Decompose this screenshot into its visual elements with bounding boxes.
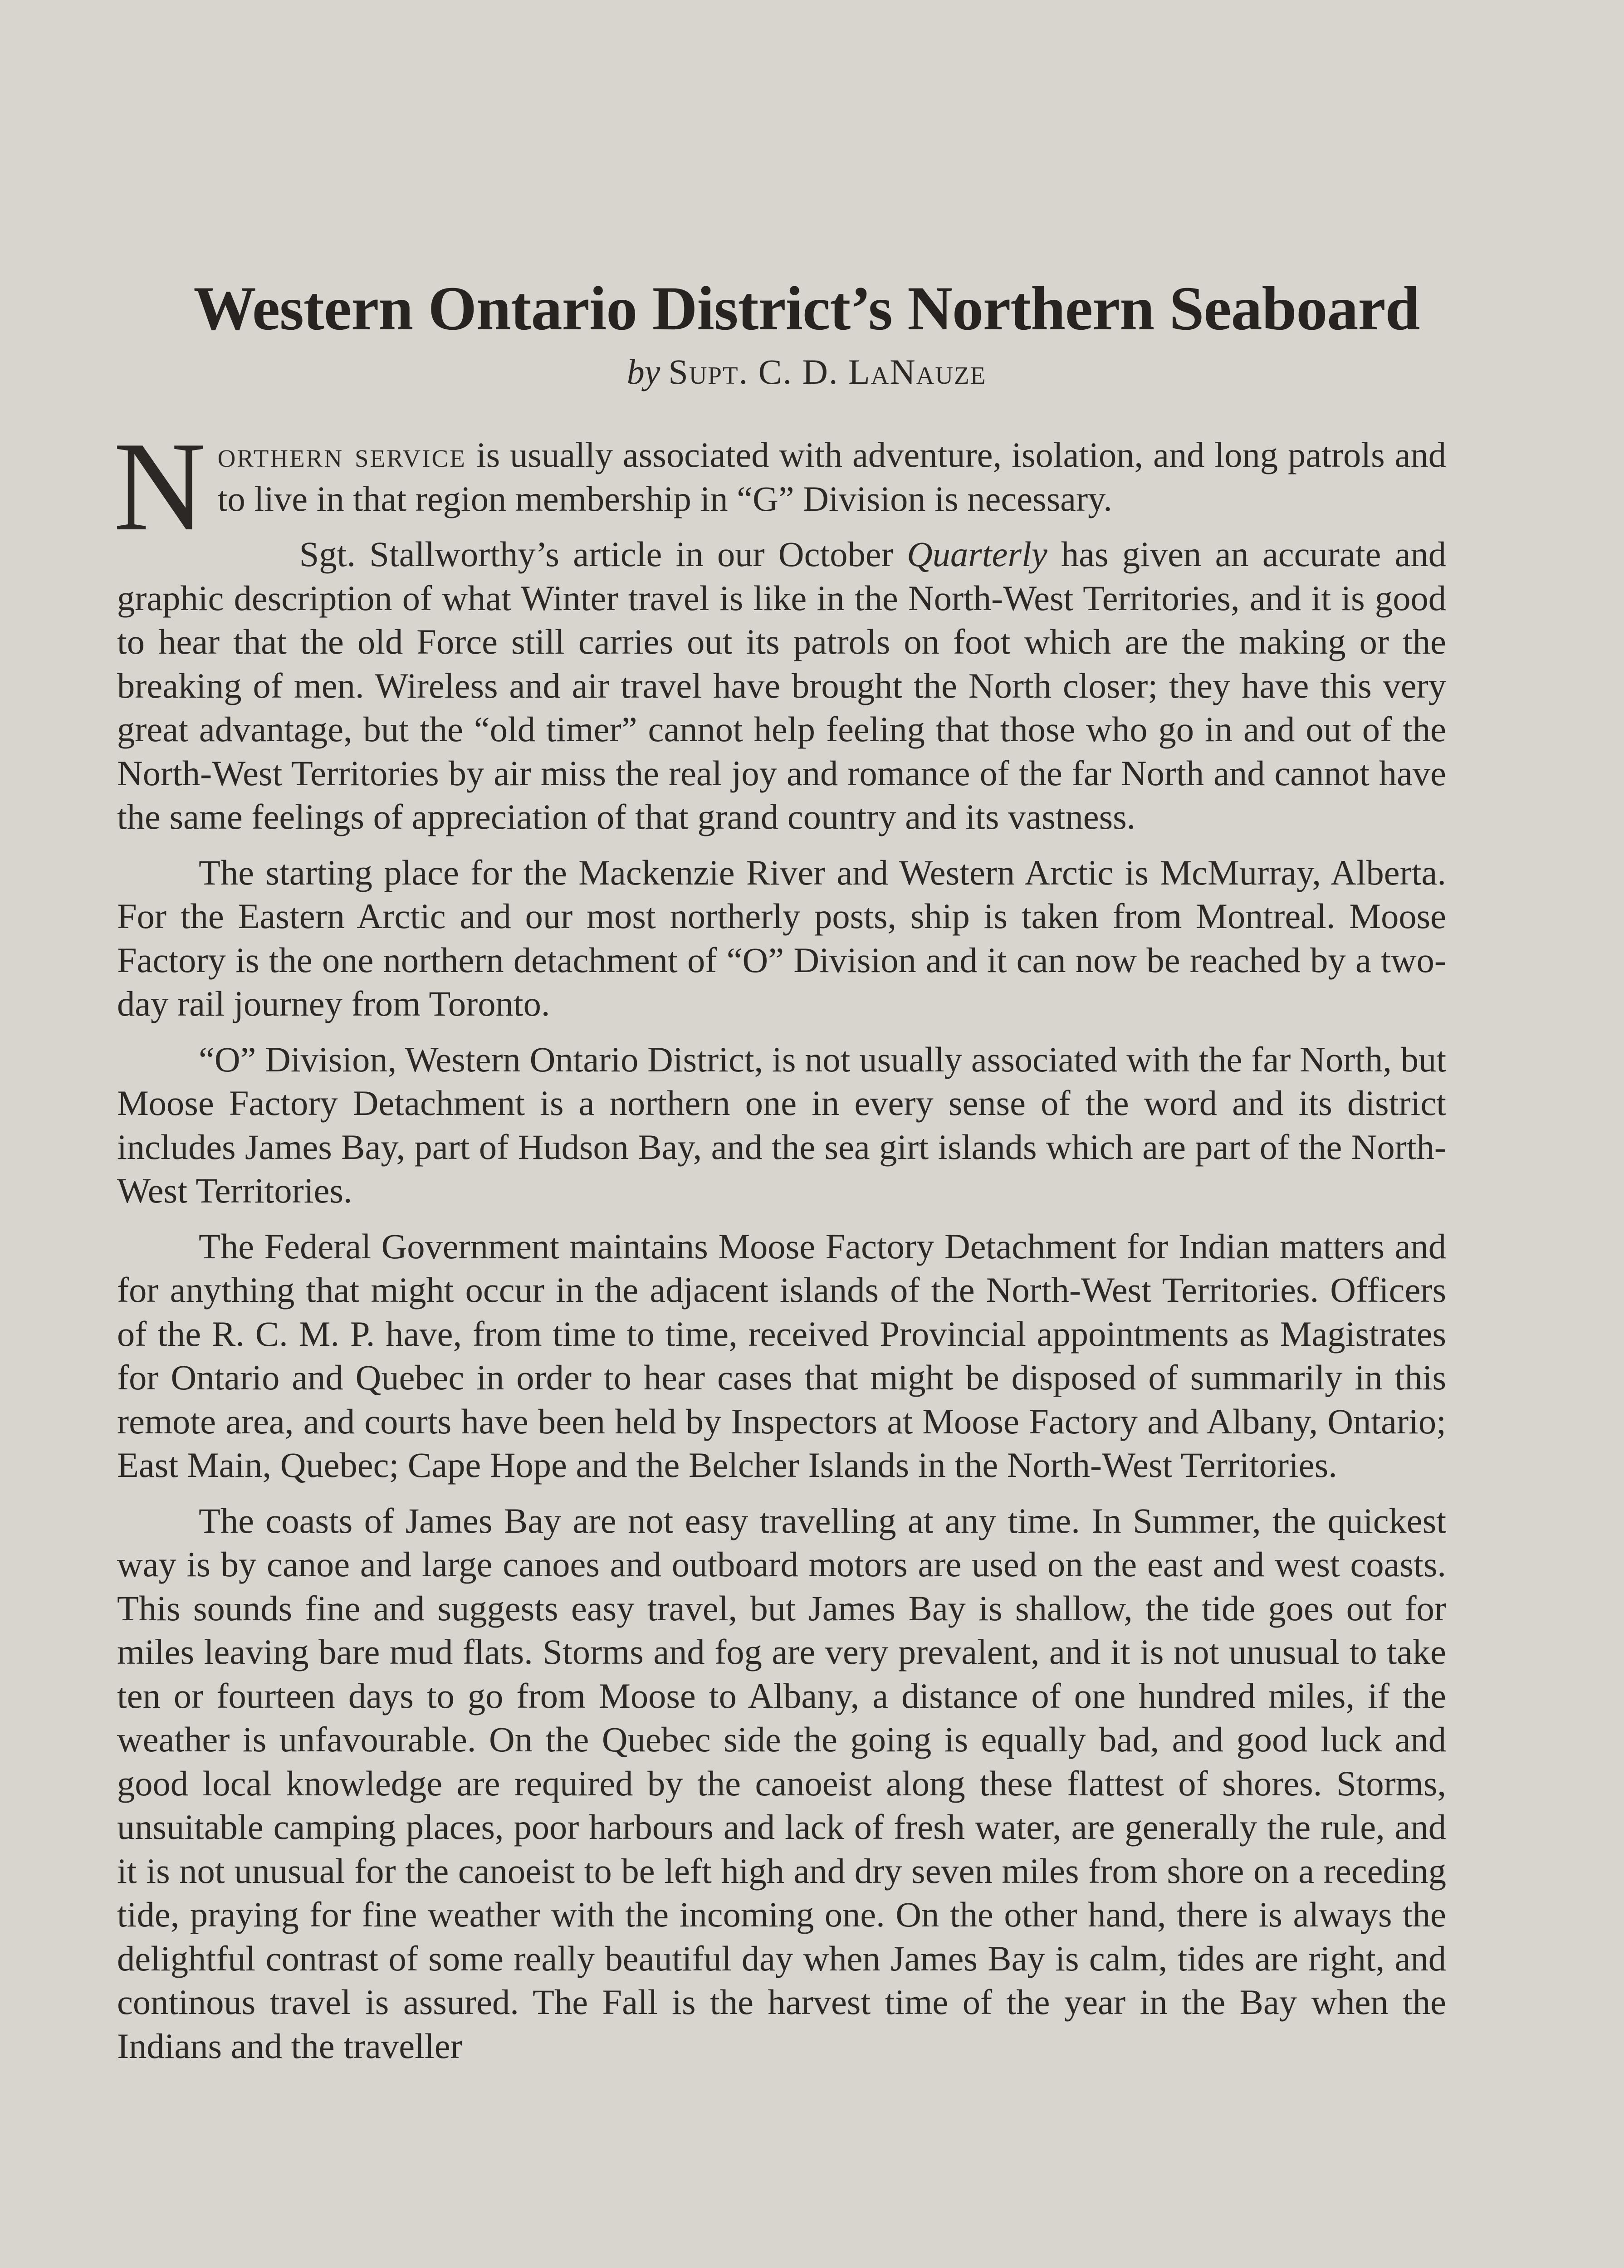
lead-in-small-caps: orthern service — [217, 435, 466, 474]
paragraph-5: The Federal Government maintains Moose Factory Detachment for Indian matters and for anything that might occur in the adjacent islands of the North-West Territories. Officers of the R. C. M. P. have, from time to time, received Provincial appointments as Magistrates for Ontario and Quebec in order to hear cases that might be disposed of summarily in this remote area, and courts have been held by Inspectors at Moose Factory and Albany, Ontario; East Main, Quebec; Cape Hope and the Belcher Islands in the North-West Territories. — [117, 1226, 1446, 1485]
article-title: Western Ontario District’s Northern Seaboard — [193, 274, 1420, 343]
article-body — [113, 415, 1447, 2080]
paragraph-4: “O” Division, Western Ontario District, is not usually associated with the far North, but Moose Factory Detachment is a northern one in every sense of the word and its district includes James Bay, part of Hudson Bay, and the sea girt islands which are part of the North-West Territories. — [117, 1039, 1446, 1210]
drop-cap: N — [113, 415, 206, 557]
paragraph-6: The coasts of James Bay are not easy travelling at any time. In Summer, the quickest way is by canoe and large canoes and outboard motors are used on the east and west coasts. This sounds fine and suggests easy travel, but James Bay is shallow, the tide goes out for miles leaving bare mud flats. Storms and fog are very prevalent, and it is not unusual to take ten or fourteen days to go from Moose to Albany, a distance of one hundred miles, if the weather is unfavourable. On the Quebec side the going is equally bad, and good luck and good local knowledge are required by the canoeist along these flattest of shores. Storms, unsuitable camping places, poor harbours and lack of fresh water, are generally the rule, and it is not unusual for the canoeist to be left high and dry seven miles from shore on a receding tide, praying for fine weather with the incoming one. On the other hand, there is always the delightful contrast of some really beautiful day when James Bay is calm, tides are right, and continous travel is assured. The Fall is the harvest time of the year in the Bay when the Indians and the traveller — [117, 1501, 1446, 2066]
paragraph-2-text-before: Sgt. Stallworthy’s article in our October — [299, 534, 907, 574]
byline-prefix: by — [626, 352, 660, 391]
author-name: Supt. C. D. LaNauze — [668, 352, 987, 391]
byline — [117, 349, 1496, 395]
paragraph-1-text: is usually associated with adventure, isolation, and long patrols and to live in that region membership in “G” Division is necessary. — [217, 435, 1446, 518]
paragraph-2 — [117, 533, 1446, 839]
paragraph-3: The starting place for the Mackenzie River and Western Arctic is McMurray, Alberta. For the Eastern Arctic and our most northerly posts, ship is taken from Montreal. Moose Factory is the one northern detachment of “O” Division and it can now be reached by a two-day rail journey from Toronto. — [117, 852, 1446, 1023]
paragraph-2-text-after: has given an accurate and graphic description of what Winter travel is like in the North-West Territories, and it is good to hear that the old Force still carries out its patrols on foot which are the making or the breaking of men. Wireless and air travel have brought the North closer; they have this very great advantage, but the “old timer” cannot help feeling that those who go in and out of the North-West Territories by air miss the real joy and romance of the far North and cannot have the same feelings of appreciation of that grand country and its vastness. — [117, 534, 1447, 836]
publication-title: Quarterly — [907, 534, 1047, 574]
